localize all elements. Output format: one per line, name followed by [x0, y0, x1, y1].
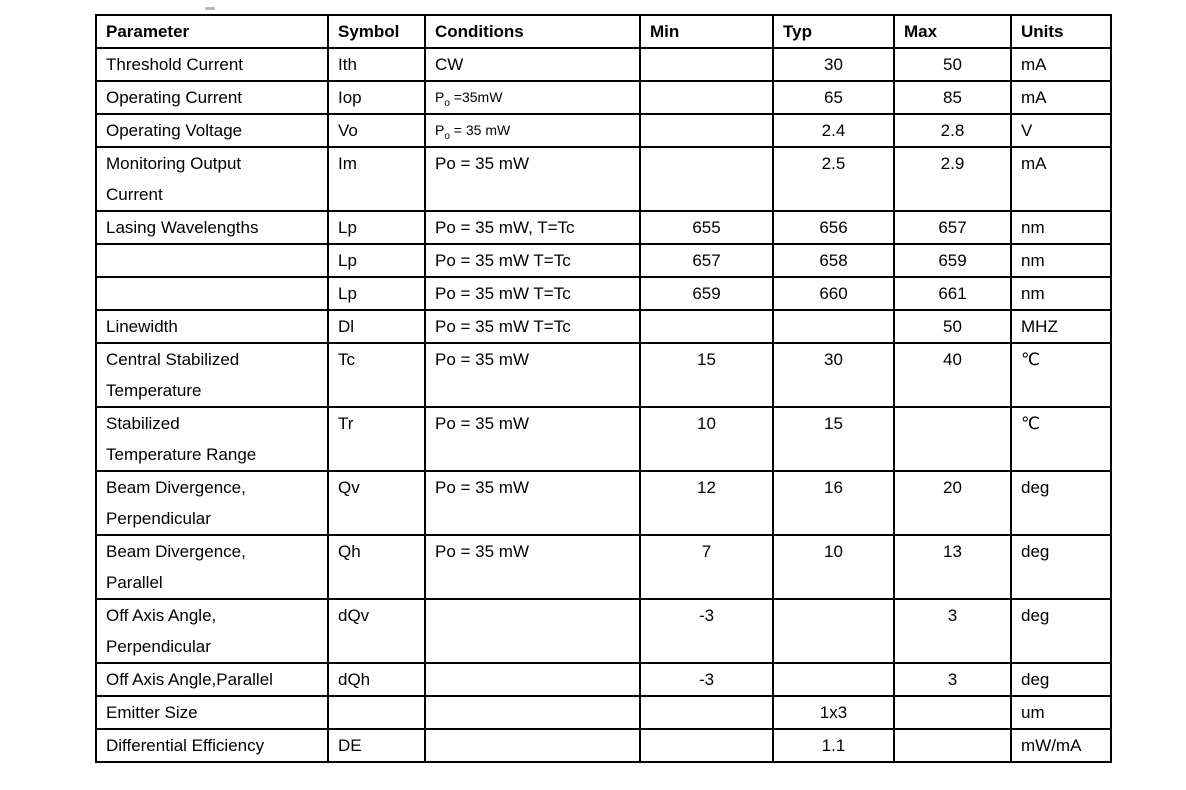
cell-units: deg — [1011, 663, 1111, 696]
cell-units: mA — [1011, 147, 1111, 211]
cell-max: 40 — [894, 343, 1011, 407]
cell-min: -3 — [640, 663, 773, 696]
cell-max — [894, 407, 1011, 471]
table-row — [96, 535, 1111, 599]
table-row — [96, 696, 1111, 729]
cell-typ: 2.5 — [773, 147, 894, 211]
table-row — [96, 729, 1111, 762]
cell-typ: 30 — [773, 48, 894, 81]
cell-parameter: Beam Divergence, Parallel — [96, 535, 328, 599]
table-row — [96, 310, 1111, 343]
cell-max: 659 — [894, 244, 1011, 277]
cell-typ — [773, 599, 894, 663]
table-row — [96, 471, 1111, 535]
column-header-units: Units — [1011, 15, 1111, 48]
cell-parameter: Central Stabilized Temperature — [96, 343, 328, 407]
cell-parameter: Beam Divergence, Perpendicular — [96, 471, 328, 535]
cell-units: mW/mA — [1011, 729, 1111, 762]
cell-conditions: Po = 35 mW — [425, 343, 640, 407]
cell-conditions — [425, 696, 640, 729]
cell-symbol: dQv — [328, 599, 425, 663]
spec-table-header-row — [96, 15, 1111, 48]
cell-typ: 16 — [773, 471, 894, 535]
cell-max: 657 — [894, 211, 1011, 244]
cell-max: 661 — [894, 277, 1011, 310]
cell-typ: 1x3 — [773, 696, 894, 729]
cell-units: V — [1011, 114, 1111, 147]
cell-max: 50 — [894, 48, 1011, 81]
cell-units: MHZ — [1011, 310, 1111, 343]
cell-parameter: Differential Efficiency — [96, 729, 328, 762]
table-row — [96, 599, 1111, 663]
table-row — [96, 114, 1111, 147]
cell-symbol: Qh — [328, 535, 425, 599]
table-row — [96, 663, 1111, 696]
cell-typ: 656 — [773, 211, 894, 244]
cell-units: mA — [1011, 81, 1111, 114]
column-header-min: Min — [640, 15, 773, 48]
spec-table-body — [96, 48, 1111, 762]
cell-min: 7 — [640, 535, 773, 599]
cell-typ: 30 — [773, 343, 894, 407]
table-row — [96, 81, 1111, 114]
cell-conditions — [425, 663, 640, 696]
cell-parameter: Lasing Wavelengths — [96, 211, 328, 244]
cell-min: 15 — [640, 343, 773, 407]
table-row — [96, 147, 1111, 211]
cell-max: 2.9 — [894, 147, 1011, 211]
cell-typ: 15 — [773, 407, 894, 471]
scan-artifact-mark — [205, 7, 215, 10]
cell-min — [640, 310, 773, 343]
cell-max: 2.8 — [894, 114, 1011, 147]
cell-conditions: Po = 35 mW — [425, 147, 640, 211]
cell-typ: 10 — [773, 535, 894, 599]
column-header-symbol: Symbol — [328, 15, 425, 48]
cell-min — [640, 147, 773, 211]
cell-min: 655 — [640, 211, 773, 244]
cell-max: 13 — [894, 535, 1011, 599]
cell-parameter: Stabilized Temperature Range — [96, 407, 328, 471]
cell-conditions: Po = 35 mW T=Tc — [425, 277, 640, 310]
cell-min — [640, 696, 773, 729]
cell-max: 3 — [894, 663, 1011, 696]
cell-min: 659 — [640, 277, 773, 310]
cell-symbol: dQh — [328, 663, 425, 696]
cell-conditions: Po = 35 mW T=Tc — [425, 244, 640, 277]
column-header-max: Max — [894, 15, 1011, 48]
cell-typ: 2.4 — [773, 114, 894, 147]
cell-symbol: Vo — [328, 114, 425, 147]
cell-units: deg — [1011, 471, 1111, 535]
table-row — [96, 407, 1111, 471]
table-row — [96, 244, 1111, 277]
cell-parameter: Off Axis Angle, Perpendicular — [96, 599, 328, 663]
cell-symbol: Ith — [328, 48, 425, 81]
cell-min: 10 — [640, 407, 773, 471]
cell-symbol: Lp — [328, 277, 425, 310]
cell-typ — [773, 663, 894, 696]
cell-units: mA — [1011, 48, 1111, 81]
cell-symbol: Tr — [328, 407, 425, 471]
cell-conditions: Po = 35 mW — [425, 407, 640, 471]
cell-symbol: Im — [328, 147, 425, 211]
cell-typ: 1.1 — [773, 729, 894, 762]
cell-max: 50 — [894, 310, 1011, 343]
cell-conditions: Po = 35 mW, T=Tc — [425, 211, 640, 244]
cell-conditions: Po = 35 mW — [425, 535, 640, 599]
cell-max: 20 — [894, 471, 1011, 535]
cell-conditions: $P_o = 35$ mW — [425, 114, 640, 147]
cell-conditions: $P_o =35mW$ — [425, 81, 640, 114]
cell-max: 3 — [894, 599, 1011, 663]
cell-min — [640, 81, 773, 114]
cell-typ: 660 — [773, 277, 894, 310]
cell-parameter: Threshold Current — [96, 48, 328, 81]
table-row — [96, 48, 1111, 81]
cell-symbol: Lp — [328, 211, 425, 244]
cell-units: deg — [1011, 599, 1111, 663]
cell-parameter: Emitter Size — [96, 696, 328, 729]
cell-units: um — [1011, 696, 1111, 729]
cell-symbol: Dl — [328, 310, 425, 343]
cell-min: 657 — [640, 244, 773, 277]
column-header-parameter: Parameter — [96, 15, 328, 48]
cell-min — [640, 729, 773, 762]
cell-parameter: Operating Current — [96, 81, 328, 114]
cell-typ: 65 — [773, 81, 894, 114]
cell-symbol: Tc — [328, 343, 425, 407]
table-row — [96, 277, 1111, 310]
cell-parameter — [96, 277, 328, 310]
column-header-typ: Typ — [773, 15, 894, 48]
table-row — [96, 211, 1111, 244]
cell-min — [640, 114, 773, 147]
cell-symbol: Lp — [328, 244, 425, 277]
cell-symbol: Iop — [328, 81, 425, 114]
spec-table-head — [96, 15, 1111, 48]
cell-conditions: Po = 35 mW T=Tc — [425, 310, 640, 343]
cell-units: nm — [1011, 277, 1111, 310]
cell-parameter: Operating Voltage — [96, 114, 328, 147]
cell-conditions — [425, 599, 640, 663]
subscript-text: o — [444, 97, 450, 109]
cell-parameter: Monitoring Output Current — [96, 147, 328, 211]
cell-min: 12 — [640, 471, 773, 535]
cell-units: ℃ — [1011, 343, 1111, 407]
cell-conditions — [425, 729, 640, 762]
cell-max: 85 — [894, 81, 1011, 114]
cell-typ: 658 — [773, 244, 894, 277]
cell-min — [640, 48, 773, 81]
cell-parameter: Off Axis Angle,Parallel — [96, 663, 328, 696]
cell-parameter — [96, 244, 328, 277]
cell-units: nm — [1011, 244, 1111, 277]
spec-table — [95, 14, 1112, 763]
cell-conditions: CW — [425, 48, 640, 81]
subscript-text: o — [444, 130, 450, 142]
cell-units: deg — [1011, 535, 1111, 599]
cell-min: -3 — [640, 599, 773, 663]
cell-typ — [773, 310, 894, 343]
column-header-conditions: Conditions — [425, 15, 640, 48]
cell-max — [894, 696, 1011, 729]
cell-max — [894, 729, 1011, 762]
cell-symbol: Qv — [328, 471, 425, 535]
table-row — [96, 343, 1111, 407]
cell-units: nm — [1011, 211, 1111, 244]
cell-parameter: Linewidth — [96, 310, 328, 343]
cell-symbol — [328, 696, 425, 729]
cell-conditions: Po = 35 mW — [425, 471, 640, 535]
cell-symbol: DE — [328, 729, 425, 762]
cell-units: ℃ — [1011, 407, 1111, 471]
